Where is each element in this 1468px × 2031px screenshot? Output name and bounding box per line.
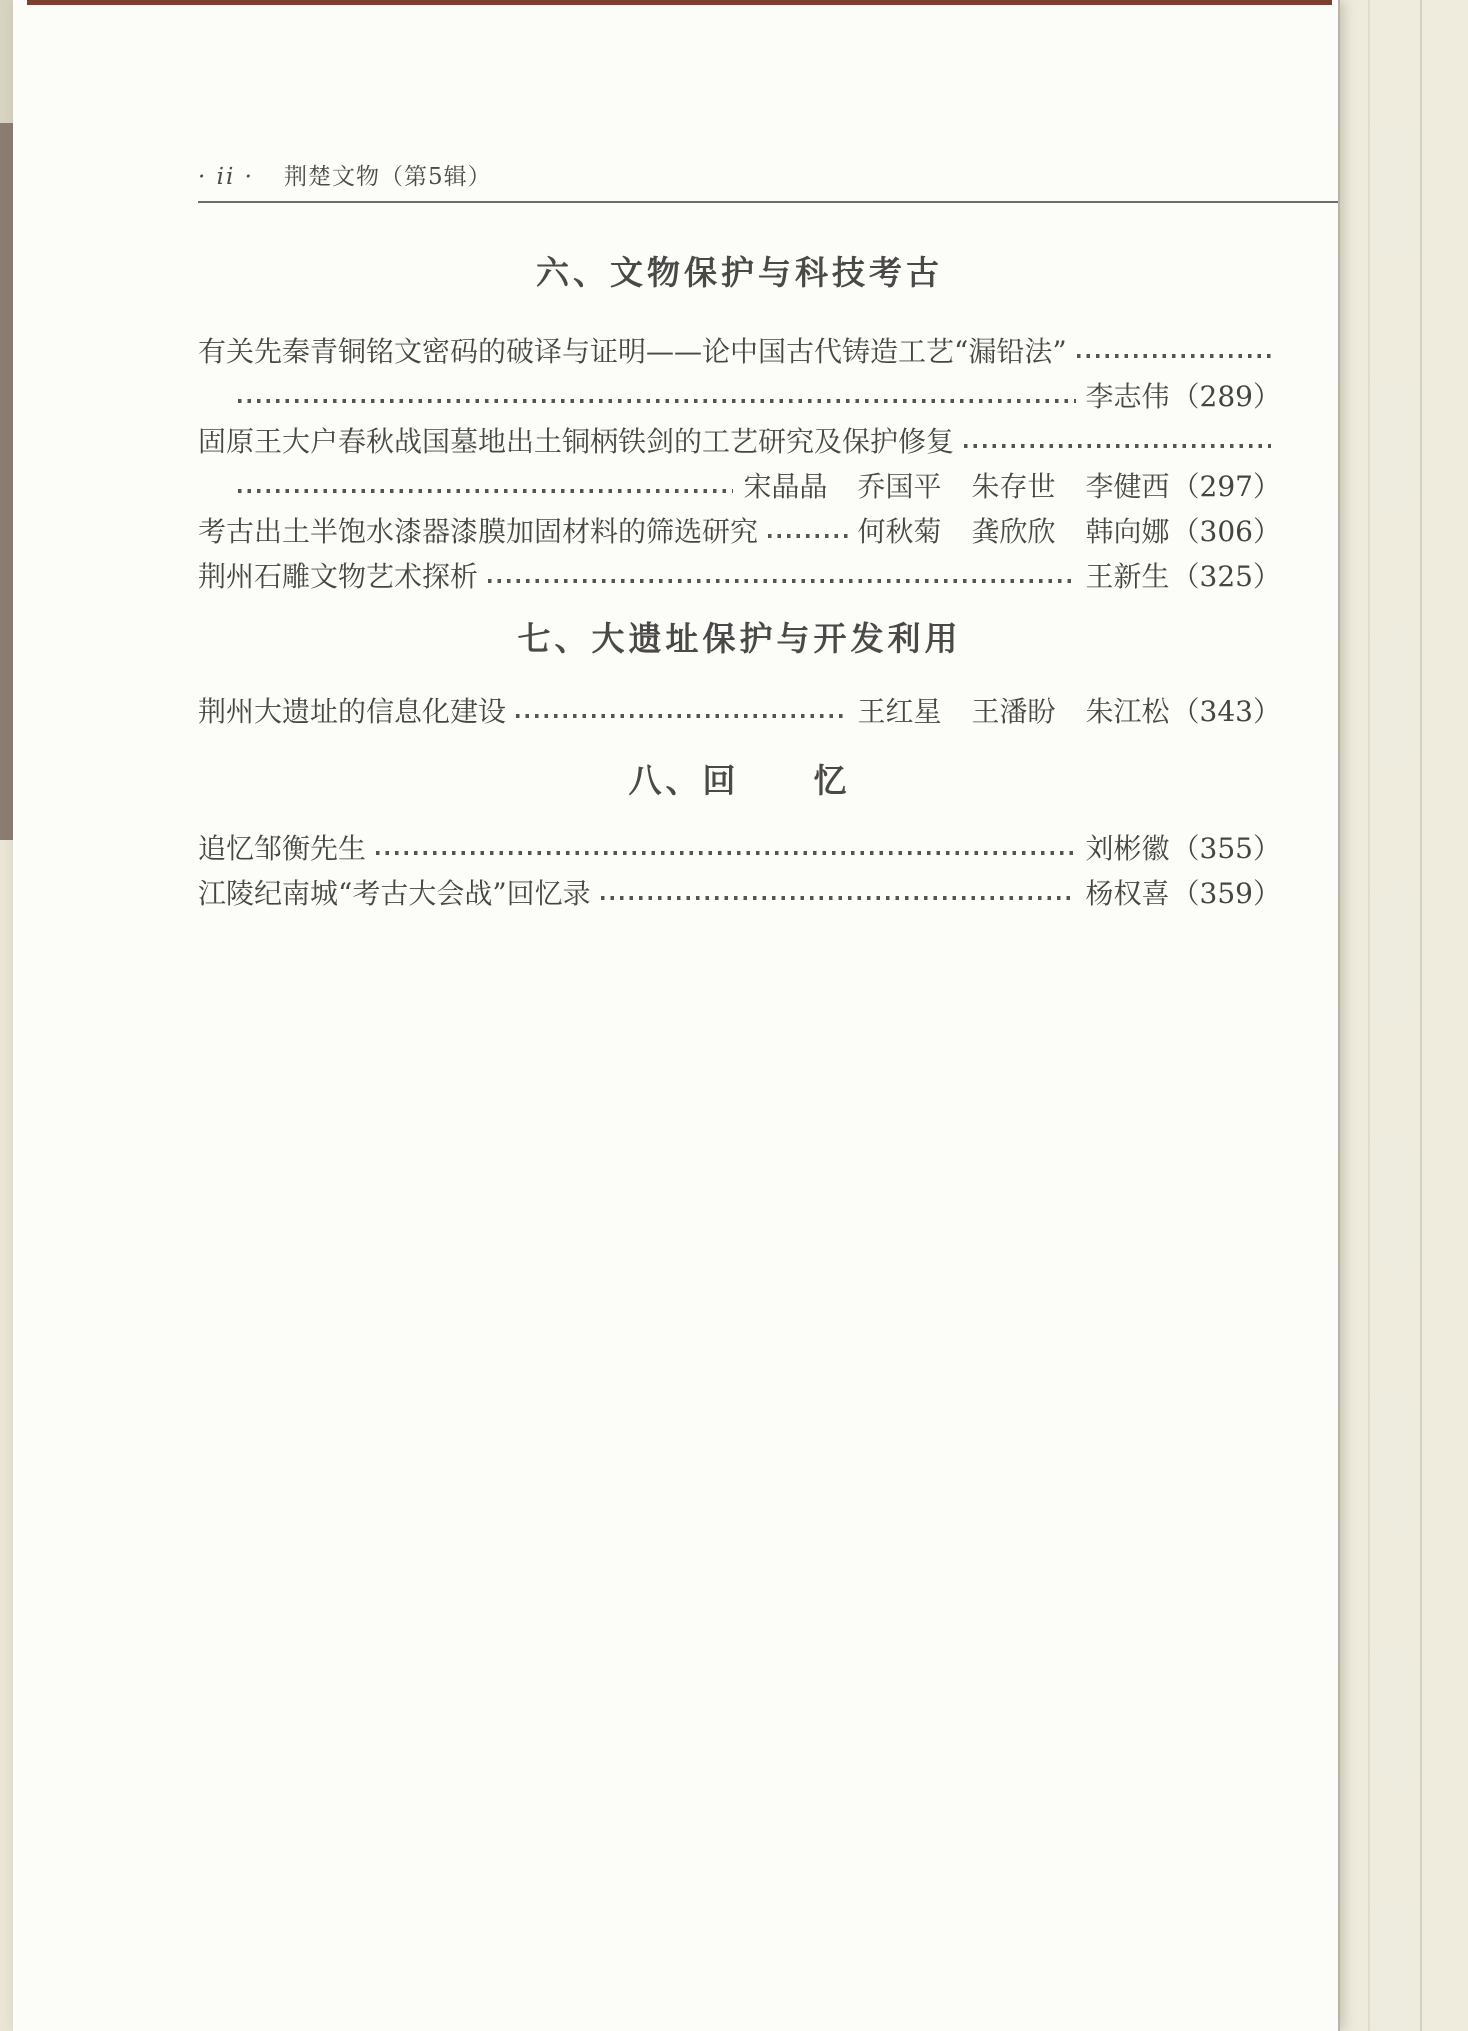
book-title: 荆楚文物（第5辑）	[283, 164, 492, 190]
dotted-leader	[488, 579, 1076, 583]
book-spine-bottom	[0, 840, 13, 2031]
book-spine-top	[0, 0, 13, 123]
toc-row	[198, 869, 1281, 914]
dotted-leader	[1077, 354, 1271, 358]
entry-author: 刘彬徽	[1085, 831, 1170, 865]
toc-row	[198, 372, 1281, 417]
entry-author: 李志伟	[1085, 379, 1170, 413]
section-heading: 七、大遗址保护与开发利用	[517, 619, 962, 658]
entry-title: 考古出土半饱水漆器漆膜加固材料的筛选研究	[198, 514, 759, 548]
book-page	[13, 0, 1340, 2031]
entry-author: 朱存世	[971, 469, 1056, 503]
dotted-leader	[238, 489, 733, 493]
entry-authors	[1086, 872, 1170, 912]
header-rule	[198, 201, 1338, 203]
entry-authors	[1086, 375, 1170, 415]
toc-row	[198, 687, 1281, 732]
entry-author: 杨权喜	[1085, 876, 1170, 910]
entry-authors	[743, 465, 1169, 505]
entry-author: 王潘盼	[971, 694, 1056, 728]
dotted-leader	[516, 714, 847, 718]
entry-page: （359）	[1171, 876, 1281, 910]
entry-author: 何秋菊	[857, 514, 942, 548]
toc-row	[198, 462, 1281, 507]
book-top-edge	[27, 0, 1332, 5]
dotted-leader	[601, 896, 1076, 900]
entry-author: 龚欣欣	[971, 514, 1056, 548]
page-stack-edge	[1368, 0, 1370, 2031]
entry-page: （289）	[1171, 379, 1281, 413]
toc-row	[198, 327, 1281, 372]
dotted-leader	[376, 851, 1076, 855]
toc-row	[198, 824, 1281, 869]
entry-author: 朱江松	[1085, 694, 1170, 728]
entry-authors	[858, 510, 1170, 550]
entry-author: 宋晶晶	[743, 469, 828, 503]
entry-title: 荆州石雕文物艺术探析	[198, 559, 479, 593]
toc-row	[198, 507, 1281, 552]
entry-page: （306）	[1171, 514, 1281, 548]
entry-title: 荆州大遗址的信息化建设	[198, 694, 507, 728]
entry-author: 乔国平	[857, 469, 942, 503]
toc-row	[198, 417, 1281, 462]
entry-author: 王新生	[1085, 559, 1170, 593]
entry-page: （297）	[1171, 469, 1281, 503]
book-spine	[0, 123, 13, 840]
section-heading: 六、文物保护与科技考古	[536, 253, 943, 292]
table-of-contents	[198, 255, 1281, 914]
entry-title: 有关先秦青铜铭文密码的破译与证明——论中国古代铸造工艺“漏铅法”	[198, 334, 1067, 368]
section-heading: 八、回 忆	[628, 761, 851, 800]
entry-page: （355）	[1171, 831, 1281, 865]
folio-page-number: · ii ·	[198, 164, 254, 190]
entry-title: 江陵纪南城“考古大会战”回忆录	[198, 876, 591, 910]
entry-title: 追忆邹衡先生	[198, 831, 367, 865]
entry-page: （343）	[1171, 694, 1281, 728]
entry-authors	[858, 690, 1170, 730]
toc-row	[198, 552, 1281, 597]
page-header	[198, 158, 492, 191]
dotted-leader	[768, 534, 847, 538]
page-stack-edge	[1420, 0, 1422, 2031]
entry-author: 王红星	[857, 694, 942, 728]
entry-author: 韩向娜	[1085, 514, 1170, 548]
entry-authors	[1086, 827, 1170, 867]
entry-page: （325）	[1171, 559, 1281, 593]
entry-author: 李健西	[1085, 469, 1170, 503]
dotted-leader	[238, 399, 1076, 403]
entry-title: 固原王大户春秋战国墓地出土铜柄铁剑的工艺研究及保护修复	[198, 424, 955, 458]
entry-authors	[1086, 555, 1170, 595]
dotted-leader	[964, 444, 1271, 448]
